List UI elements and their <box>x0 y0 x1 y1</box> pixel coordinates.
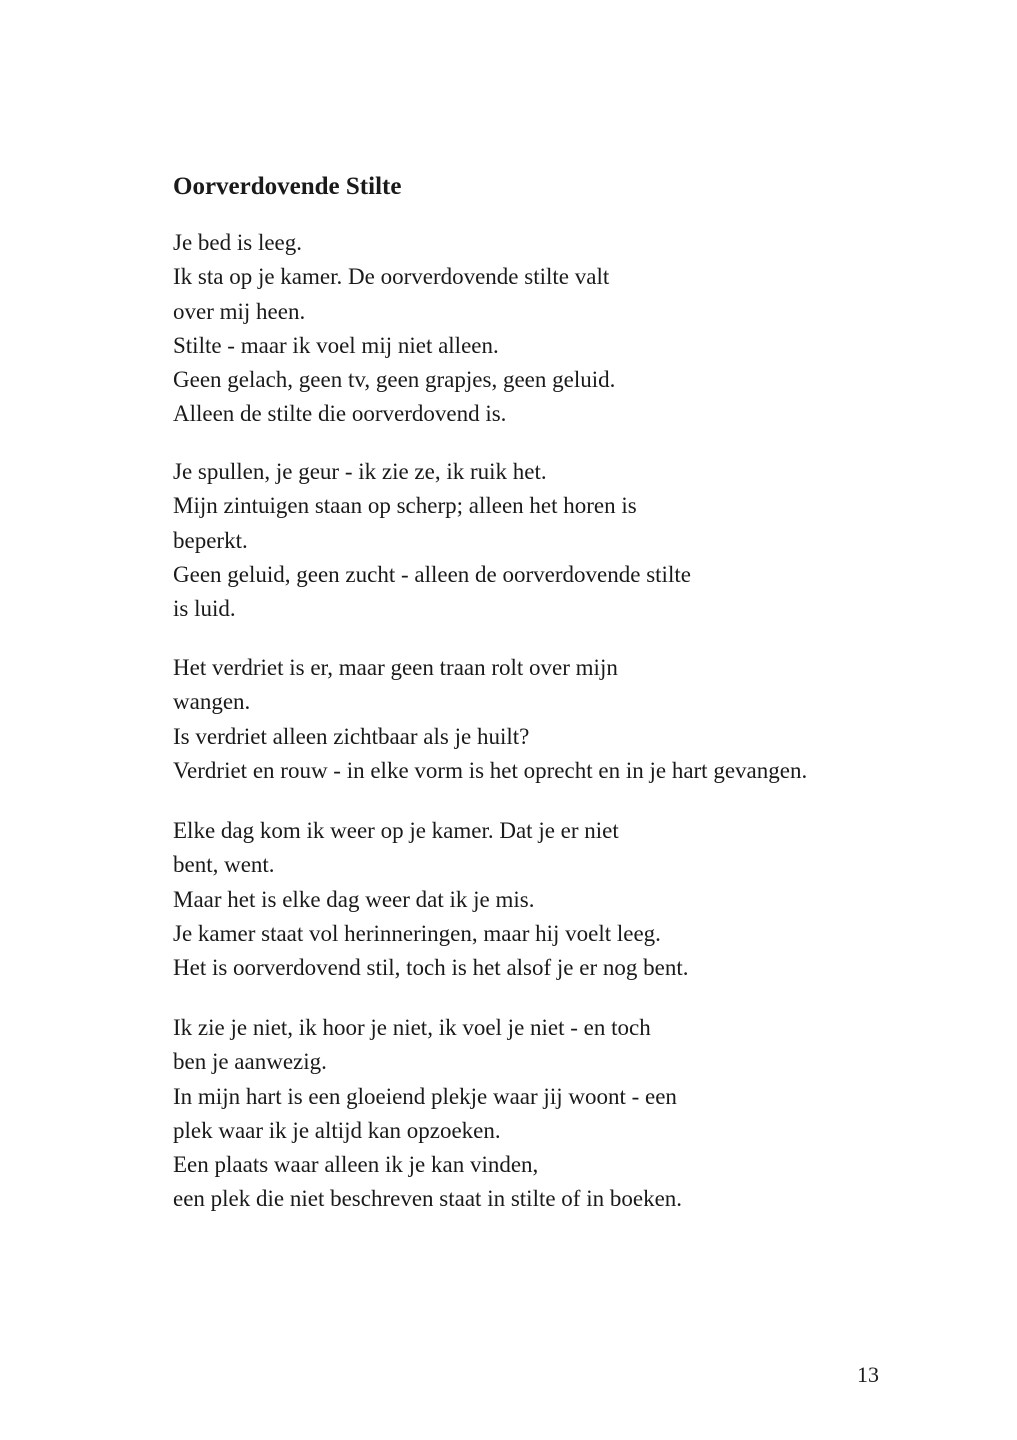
poem-line: Verdriet en rouw - in elke vorm is het oprecht en in je hart gevangen. <box>173 757 808 783</box>
stanza <box>173 1011 682 1217</box>
poem-line: Geen geluid, geen zucht - alleen de oorverdovende stilte <box>173 561 691 587</box>
poem-line: ben je aanwezig. <box>173 1049 327 1075</box>
poem-line: In mijn hart is een gloeiend plekje waar jij woont - een <box>173 1083 677 1109</box>
poem-line: Je spullen, je geur - ik zie ze, ik ruik het. <box>173 459 547 484</box>
poem-line: Mijn zintuigen staan op scherp; alleen het horen is <box>173 493 637 519</box>
poem-line: Alleen de stilte die oorverdovend is. <box>173 401 507 427</box>
stanza <box>173 455 691 626</box>
poem-line: Je kamer staat vol herinneringen, maar hij voelt leeg. <box>173 920 661 946</box>
poem-line: plek waar ik je altijd kan opzoeken. <box>173 1117 501 1143</box>
poem-line: is luid. <box>173 596 236 622</box>
poem-line: bent, went. <box>173 852 275 878</box>
poem-line: Ik zie je niet, ik hoor je niet, ik voel je niet - en toch <box>173 1015 651 1040</box>
poem-line: Stilte - maar ik voel mij niet alleen. <box>173 332 499 358</box>
poem-line: Elke dag kom ik weer op je kamer. Dat je er niet <box>173 818 619 843</box>
poem-line: over mij heen. <box>173 298 306 324</box>
poem-line: een plek die niet beschreven staat in stilte of in boeken. <box>173 1186 683 1212</box>
poem-line: Het verdriet is er, maar geen traan rolt over mijn <box>173 655 618 680</box>
poem-line: Maar het is elke dag weer dat ik je mis. <box>173 886 535 912</box>
poem-line: Je bed is leeg. <box>173 230 303 255</box>
poem-line: Het is oorverdovend stil, toch is het alsof je er nog bent. <box>173 955 689 981</box>
poem-line: Ik sta op je kamer. De oorverdovende stilte valt <box>173 264 610 290</box>
page-number: 13 <box>857 1362 879 1387</box>
poem-line: Geen gelach, geen tv, geen grapjes, geen geluid. <box>173 367 616 393</box>
poem-line: wangen. <box>173 689 251 715</box>
stanza <box>173 651 807 788</box>
poem-line: beperkt. <box>173 527 248 553</box>
stanza <box>173 226 615 432</box>
stanza <box>173 814 688 985</box>
poem-line: Een plaats waar alleen ik je kan vinden, <box>173 1152 539 1178</box>
poem-title: Oorverdovende Stilte <box>173 173 402 200</box>
poem-line: Is verdriet alleen zichtbaar als je huilt? <box>173 723 530 749</box>
